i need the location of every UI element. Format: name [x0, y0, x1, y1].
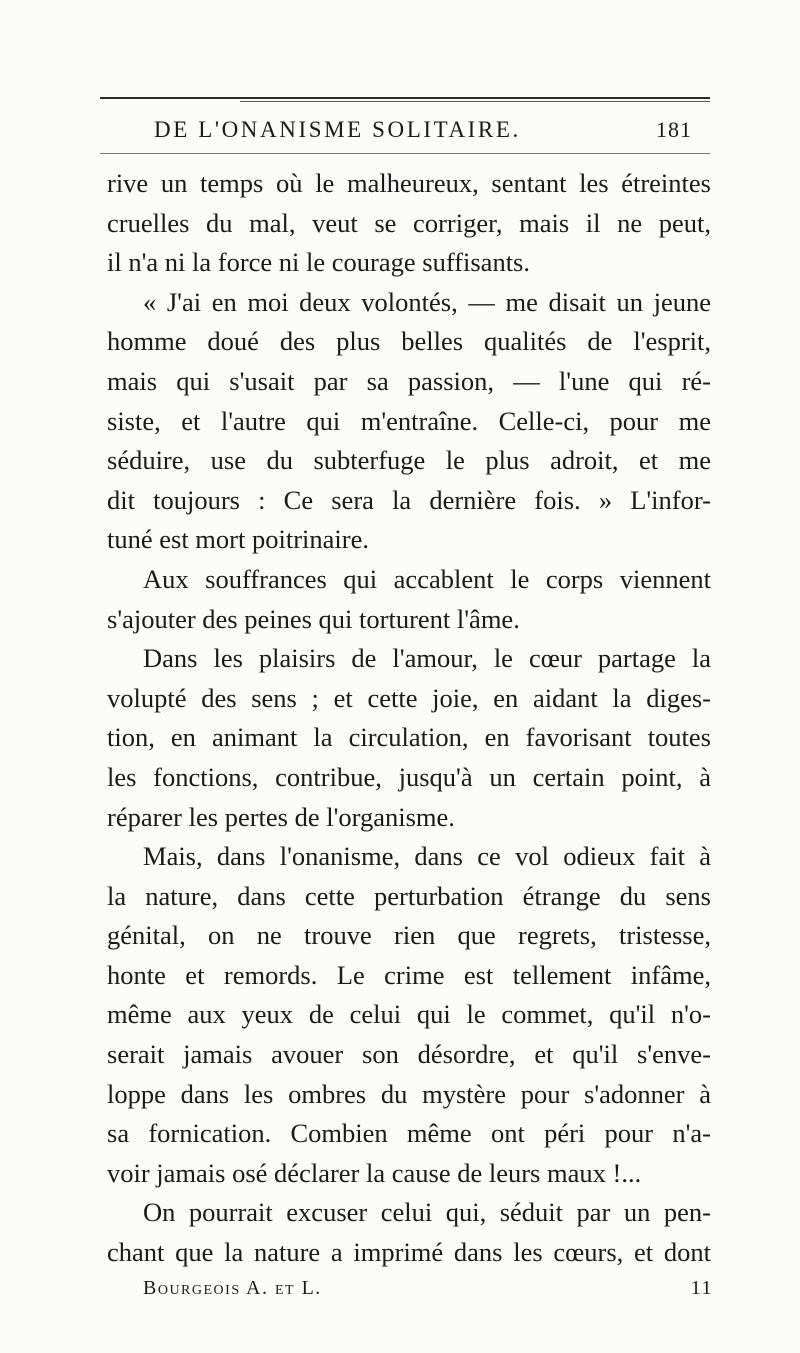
text-line: tion, en animant la circulation, en favorisant toutes	[107, 722, 711, 753]
text-line: chant que la nature a imprimé dans les cœurs, et dont	[107, 1237, 711, 1268]
text-line: volupté des sens ; et cette joie, en aidant la diges-	[107, 682, 711, 713]
text-line: Aux souffrances qui accablent le corps viennent	[143, 563, 711, 594]
text-line: dit toujours : Ce sera la dernière fois. » L'infor-	[107, 484, 711, 515]
text-line: les fonctions, contribue, jusqu'à un certain point, à	[107, 761, 711, 792]
text-line: homme doué des plus belles qualités de l'esprit,	[107, 326, 711, 357]
text-line: séduire, use du subterfuge le plus adroit, et me	[107, 445, 711, 476]
body-text	[107, 164, 711, 1273]
printer-signature: Bourgeois A. et L.	[143, 1277, 322, 1299]
text-line: tuné est mort poitrinaire.	[107, 524, 369, 555]
text-line: voir jamais osé déclarer la cause de leurs maux !...	[107, 1157, 642, 1188]
text-line: la nature, dans cette perturbation étrange du sens	[107, 880, 711, 911]
top-rule	[100, 97, 710, 99]
text-line: « J'ai en moi deux volontés, — me disait un jeune	[143, 286, 711, 317]
text-line: même aux yeux de celui qui le commet, qu'il n'o-	[107, 999, 711, 1030]
text-line: génital, on ne trouve rien que regrets, tristesse,	[107, 920, 711, 951]
top-rule-thin	[240, 101, 710, 102]
page-number: 181	[656, 117, 692, 142]
running-title: DE L'ONANISME SOLITAIRE.	[154, 117, 521, 142]
text-line: mais qui s'usait par sa passion, — l'une qui ré-	[107, 365, 711, 396]
footer	[143, 1277, 713, 1300]
sheet-signature-number: 11	[690, 1277, 713, 1299]
header-rule	[100, 153, 710, 154]
text-line: sa fornication. Combien même ont péri pour n'a-	[107, 1118, 711, 1149]
text-line: honte et remords. Le crime est tellement infâme,	[107, 959, 711, 990]
text-line: rive un temps où le malheureux, sentant les étreintes	[107, 168, 711, 198]
text-line: siste, et l'autre qui m'entraîne. Celle-ci, pour me	[107, 405, 711, 436]
text-line: s'ajouter des peines qui torturent l'âme.	[107, 603, 520, 634]
text-line: Dans les plaisirs de l'amour, le cœur partage la	[143, 643, 711, 674]
text-line: cruelles du mal, veut se corriger, mais il ne peut,	[107, 207, 711, 238]
text-line: loppe dans les ombres du mystère pour s'adonner à	[107, 1078, 711, 1109]
text-line: serait jamais avouer son désordre, et qu'il s'enve-	[107, 1039, 711, 1070]
text-line: On pourrait excuser celui qui, séduit par un pen-	[143, 1197, 711, 1228]
text-line: il n'a ni la force ni le courage suffisants.	[107, 247, 530, 278]
text-line: Mais, dans l'onanisme, dans ce vol odieux fait à	[143, 841, 711, 872]
text-line: réparer les pertes de l'organisme.	[107, 801, 455, 832]
